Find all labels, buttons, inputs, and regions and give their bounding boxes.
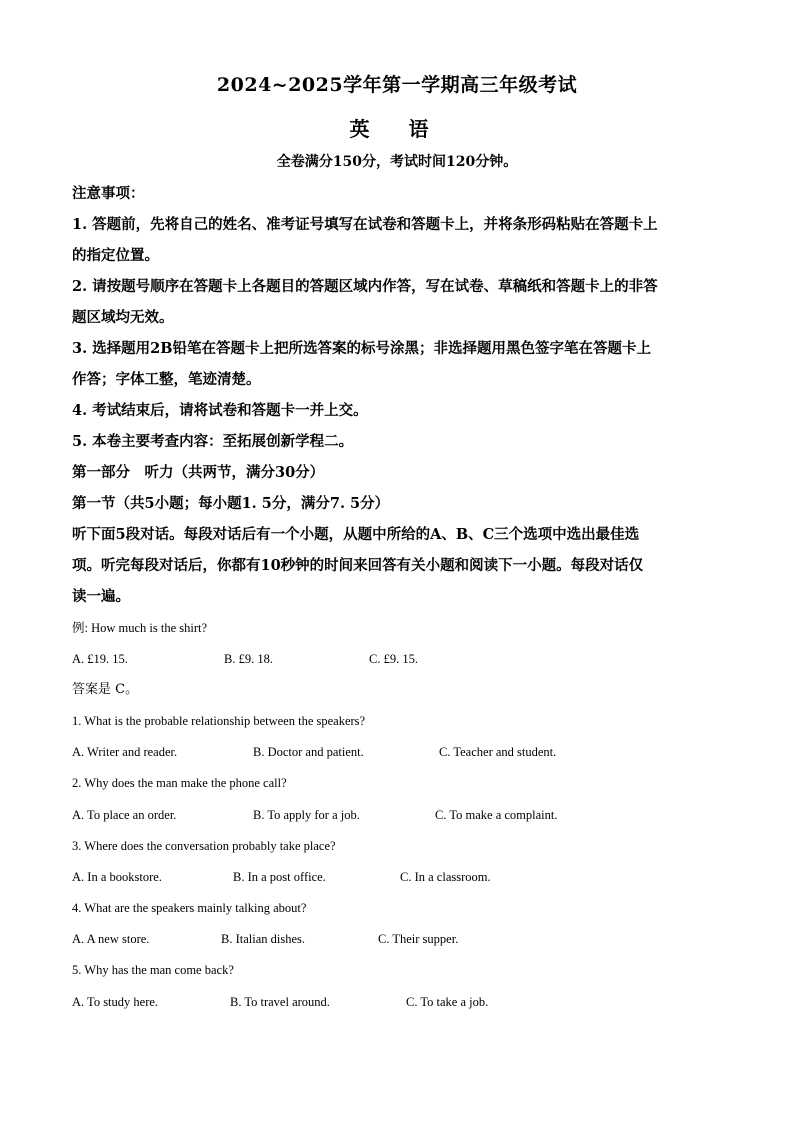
exam-meta: 全卷满分150分，考试时间120分钟。: [276, 154, 518, 170]
note-2-line-1: 2. 请按题号顺序在答题卡上各题目的答题区域内作答，写在试卷、草稿纸和答题卡上的非答: [72, 278, 658, 295]
question-1: 1. What is the probable relationship between the speakers?: [72, 714, 366, 728]
question-3: 3. Where does the conversation probably take place?: [72, 839, 336, 853]
example-option-b: B. £9. 18.: [224, 652, 273, 666]
option-a: A. Writer and reader.: [72, 745, 178, 759]
option-a: A. In a bookstore.: [72, 870, 162, 884]
exam-title: 2024~2025学年第一学期高三年级考试: [216, 74, 578, 96]
option-a: A. To place an order.: [72, 808, 177, 822]
example-option-a: A. £19. 15.: [72, 652, 128, 666]
note-3-line-1: 3. 选择题用2B铅笔在答题卡上把所选答案的标号涂黑；非选择题用黑色签字笔在答题卡上: [72, 340, 652, 357]
example-question: 例: How much is the shirt?: [72, 621, 208, 635]
option-b: B. To apply for a job.: [253, 808, 360, 822]
instructions-line-1: 听下面5段对话。每段对话后有一个小题，从题中所给的A、B、C三个选项中选出最佳选: [72, 526, 640, 543]
option-c: C. In a classroom.: [400, 870, 491, 884]
notes-heading: 注意事项：: [72, 185, 145, 202]
option-b: B. To travel around.: [230, 995, 330, 1009]
option-b: B. In a post office.: [233, 870, 326, 884]
note-4: 4. 考试结束后，请将试卷和答题卡一并上交。: [72, 402, 368, 419]
section-heading: 第一节（共5小题；每小题1. 5分，满分7. 5分）: [72, 495, 390, 512]
subject-title: 英 语: [349, 117, 445, 141]
instructions-line-3: 读一遍。: [72, 588, 130, 605]
part-heading: 第一部分 听力（共两节，满分30分）: [72, 464, 325, 481]
option-c: C. To take a job.: [406, 995, 489, 1009]
option-c: C. Teacher and student.: [439, 745, 557, 759]
note-2-line-2: 题区域均无效。: [72, 309, 174, 326]
option-a: A. To study here.: [72, 995, 159, 1009]
note-1-line-1: 1. 答题前，先将自己的姓名、准考证号填写在试卷和答题卡上，并将条形码粘贴在答题卡上: [72, 216, 658, 233]
note-1-line-2: 的指定位置。: [72, 247, 159, 264]
option-b: B. Doctor and patient.: [253, 745, 364, 759]
option-a: A. A new store.: [72, 932, 150, 946]
option-c: C. Their supper.: [378, 932, 459, 946]
option-b: B. Italian dishes.: [221, 932, 306, 946]
example-option-c: C. £9. 15.: [369, 652, 418, 666]
instructions-line-2: 项。听完每段对话后，你都有10秒钟的时间来回答有关小题和阅读下一小题。每段对话仅: [72, 557, 644, 574]
note-3-line-2: 作答；字体工整，笔迹清楚。: [72, 371, 261, 388]
example-answer: 答案是 C。: [72, 682, 139, 697]
note-5: 5. 本卷主要考查内容：至拓展创新学程二。: [72, 433, 354, 450]
question-2: 2. Why does the man make the phone call?: [72, 776, 287, 790]
option-c: C. To make a complaint.: [435, 808, 558, 822]
question-5: 5. Why has the man come back?: [72, 963, 234, 977]
question-4: 4. What are the speakers mainly talking about?: [72, 901, 307, 915]
